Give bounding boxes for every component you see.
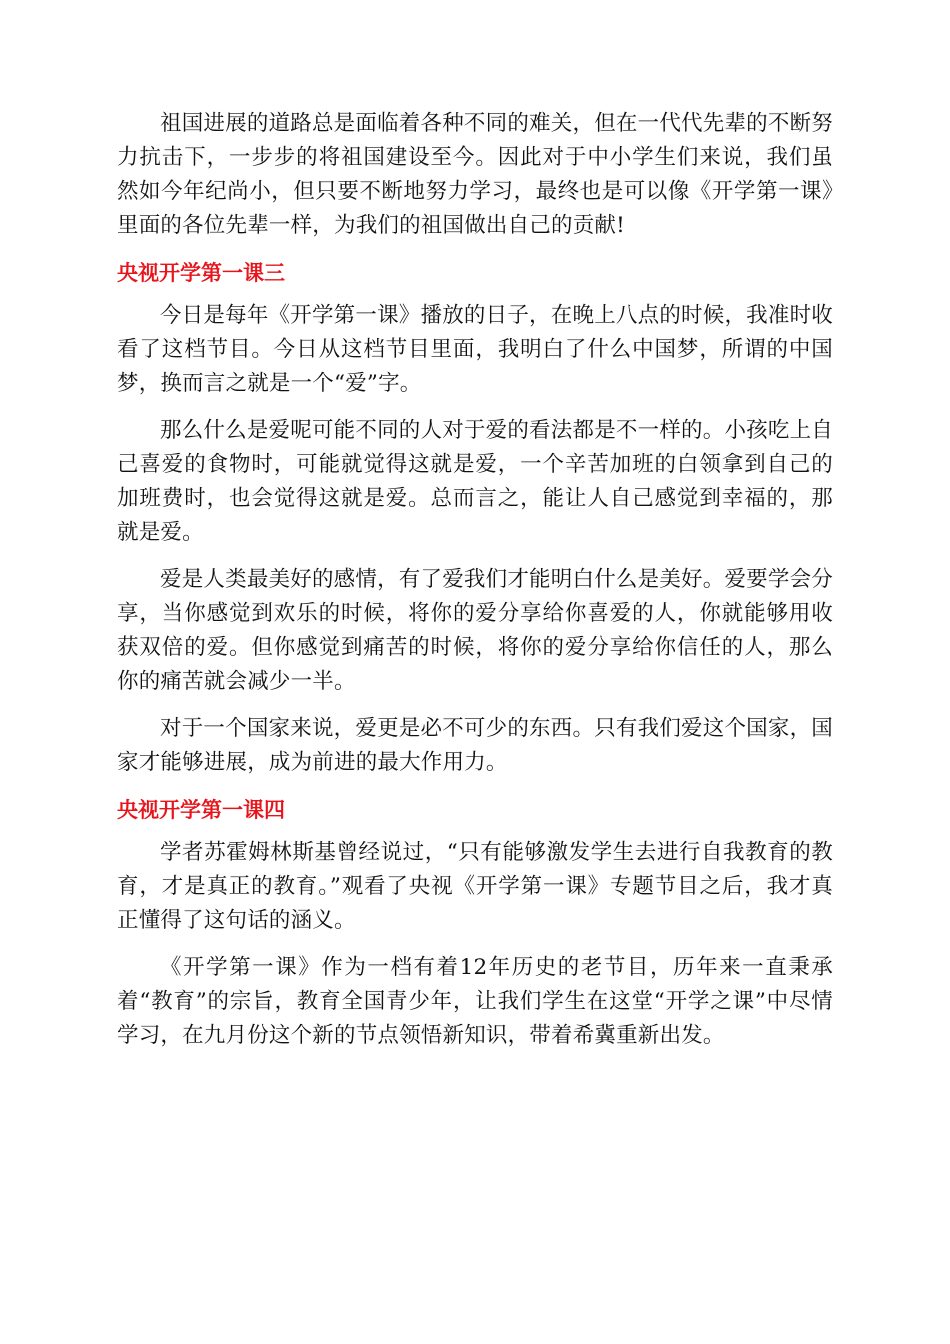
paragraph-3: 那么什么是爱呢可能不同的人对于爱的看法都是不一样的。小孩吃上自己喜爱的食物时，可能就觉得这就是爱，一个辛苦加班的白领拿到自己的加班费时，也会觉得这就是爱。总而言之，能让人自己感觉到幸福的，那就是爱。	[117, 418, 833, 545]
paragraph-5: 对于一个国家来说，爱更是必不可少的东西。只有我们爱这个国家，国家才能够进展，成为前进的最大作用力。	[117, 716, 833, 775]
paragraph-4: 爱是人类最美好的感情，有了爱我们才能明白什么是美好。爱要学会分享，当你感觉到欢乐的时候，将你的爱分享给你喜爱的人，你就能够用收获双倍的爱。但你感觉到痛苦的时候，将你的爱分享给你信任的人，那么你的痛苦就会减少一半。	[117, 567, 833, 694]
section-heading-3: 央视开学第一课三	[117, 261, 285, 285]
paragraph-1: 祖国进展的道路总是面临着各种不同的难关，但在一代代先辈的不断努力抗击下，一步步的将祖国建设至今。因此对于中小学生们来说，我们虽然如今年纪尚小，但只要不断地努力学习，最终也是可以像《开学第一课》里面的各位先辈一样，为我们的祖国做出自己的贡献!	[117, 111, 833, 238]
document-page	[117, 107, 833, 1066]
paragraph-6: 学者苏霍姆林斯基曾经说过，“只有能够激发学生去进行自我教育的教育，才是真正的教育。”观看了央视《开学第一课》专题节目之后，我才真正懂得了这句话的涵义。	[117, 840, 833, 933]
section-heading-4: 央视开学第一课四	[117, 798, 285, 822]
paragraph-2: 今日是每年《开学第一课》播放的日子，在晚上八点的时候，我准时收看了这档节目。今日从这档节目里面，我明白了什么中国梦，所谓的中国梦，换而言之就是一个“爱”字。	[117, 303, 833, 396]
paragraph-7: 《开学第一课》作为一档有着12年历史的老节目，历年来一直秉承着“教育”的宗旨，教育全国青少年，让我们学生在这堂“开学之课”中尽情学习，在九月份这个新的节点领悟新知识，带着希冀重新出发。	[117, 955, 833, 1048]
